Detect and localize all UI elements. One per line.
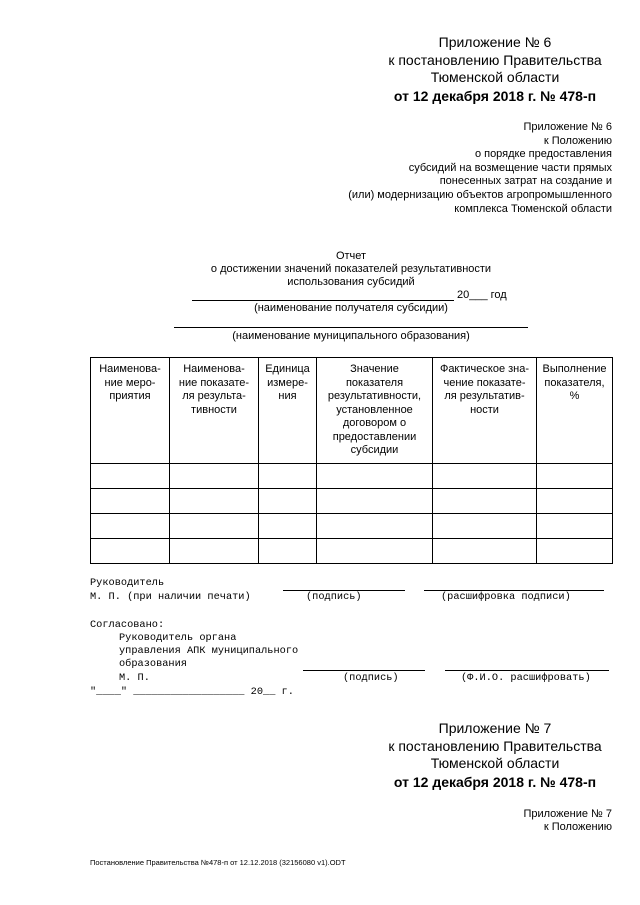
- sub1-line: Приложение № 6: [523, 121, 612, 133]
- report-subtitle1: о достижении значений показателей результативности: [210, 263, 492, 275]
- col-header-event: Наименова- ние меро- приятия: [91, 358, 170, 464]
- sub1-line: субсидий на возмещение части прямых: [408, 161, 612, 174]
- col-header-target-value: Значение показателя результативности, установленное договором о предоставлении субсидии: [317, 358, 433, 464]
- table-cell[interactable]: [433, 539, 537, 564]
- table-cell[interactable]: [170, 489, 259, 514]
- table-cell[interactable]: [433, 464, 537, 489]
- header2-line1: Приложение № 7: [438, 720, 552, 736]
- table-cell[interactable]: [317, 539, 433, 564]
- municipality-caption: (наименование муниципального образования): [232, 330, 470, 342]
- table-row: [91, 539, 613, 564]
- org-sign-line: [303, 670, 425, 671]
- table-cell[interactable]: [91, 489, 170, 514]
- table-cell[interactable]: [170, 464, 259, 489]
- org-head-line2: управления АПК муниципального: [119, 645, 299, 657]
- table-cell[interactable]: [317, 514, 433, 539]
- table-row: [91, 489, 613, 514]
- header1-line2: к постановлению Правительства: [388, 52, 602, 68]
- org-fio-line: [445, 670, 609, 671]
- header1-line3: Тюменской области: [430, 69, 560, 85]
- table-cell[interactable]: [433, 514, 537, 539]
- mp-label: М. П. (при наличии печати): [90, 591, 251, 603]
- sign-caption2: (подпись): [343, 672, 399, 684]
- report-title: Отчет: [335, 250, 367, 262]
- table-cell[interactable]: [317, 464, 433, 489]
- table-row: [91, 464, 613, 489]
- table-cell[interactable]: [537, 489, 613, 514]
- table-cell[interactable]: [91, 539, 170, 564]
- header1-line4: от 12 декабря 2018 г. № 478-п: [393, 88, 597, 104]
- table-cell[interactable]: [537, 464, 613, 489]
- sub1-line: к Положению: [543, 134, 612, 147]
- sub2-line2: к Положению: [543, 821, 612, 833]
- table-cell[interactable]: [259, 514, 317, 539]
- decode-caption: (расшифровка подписи): [441, 591, 571, 603]
- table-cell[interactable]: [433, 489, 537, 514]
- col-header-unit: Единица измере- ния: [259, 358, 317, 464]
- sub1-line: понесенных затрат на создание и: [439, 175, 612, 188]
- report-year: 20___ год: [457, 289, 507, 301]
- header2-line4: от 12 декабря 2018 г. № 478-п: [393, 774, 597, 790]
- sub1-line: комплекса Тюменской области: [454, 202, 612, 215]
- table-cell[interactable]: [91, 514, 170, 539]
- table-row: [91, 514, 613, 539]
- col-header-actual-value: Фактическое зна- чение показате- ля результатив- ности: [433, 358, 537, 464]
- sign-caption: (подпись): [306, 591, 362, 603]
- report-subtitle2: использования субсидий: [287, 276, 415, 288]
- agreed-label: Согласовано:: [90, 619, 165, 631]
- municipality-line: [174, 327, 528, 328]
- sub2-line1: Приложение № 7: [523, 808, 612, 820]
- table-cell[interactable]: [537, 539, 613, 564]
- col-header-indicator: Наименова- ние показате- ля результа- тивности: [170, 358, 259, 464]
- org-head-line3: образования: [119, 658, 187, 670]
- table-cell[interactable]: [170, 539, 259, 564]
- mp2-label: М. П.: [119, 672, 150, 684]
- table-cell[interactable]: [259, 539, 317, 564]
- table-cell[interactable]: [537, 514, 613, 539]
- table-header-row: [91, 358, 613, 464]
- document-footer: Постановление Правительства №478-п от 12.12.2018 (32156080 v1).ODT: [90, 858, 346, 867]
- col-header-completion: Выполнение показателя, %: [537, 358, 613, 464]
- table-cell[interactable]: [259, 489, 317, 514]
- table-cell[interactable]: [91, 464, 170, 489]
- table-cell[interactable]: [317, 489, 433, 514]
- header1-line1: Приложение № 6: [438, 34, 552, 50]
- head-label: Руководитель: [90, 577, 165, 589]
- fio-caption: (Ф.И.О. расшифровать): [461, 672, 591, 684]
- recipient-line: [192, 300, 454, 301]
- table-cell[interactable]: [259, 464, 317, 489]
- sub1-line: (или) модернизацию объектов агропромышленного: [348, 188, 612, 201]
- org-head-line1: Руководитель органа: [119, 632, 237, 644]
- date-line: "____" __________________ 20__ г.: [90, 686, 294, 698]
- header2-line2: к постановлению Правительства: [388, 738, 602, 754]
- table-cell[interactable]: [170, 514, 259, 539]
- sub1-block: [250, 121, 612, 216]
- sub1-line: о порядке предоставления: [474, 148, 612, 161]
- header2-line3: Тюменской области: [430, 755, 560, 771]
- report-table: [90, 357, 613, 564]
- recipient-caption: (наименование получателя субсидии): [254, 302, 448, 314]
